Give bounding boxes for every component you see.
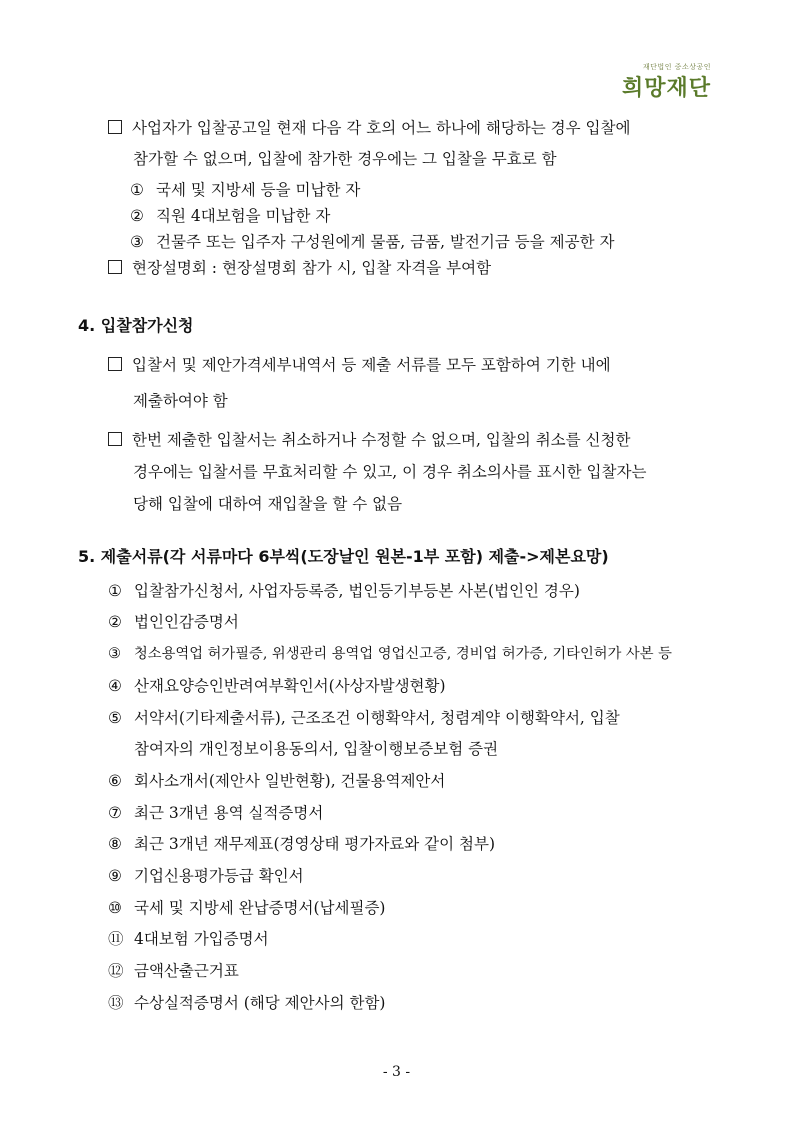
bullet-continuation: 제출하여야 함 — [133, 392, 228, 410]
document-item: ⑦ 최근 3개년 용역 실적증명서 — [108, 804, 324, 822]
logo-subtitle: 재단법인 중소상공인 — [642, 63, 711, 71]
bullet-site-briefing — [108, 257, 491, 279]
sub-item: ② 직원 4대보험을 미납한 자 — [130, 207, 331, 225]
sub-item: ① 국세 및 지방세 등을 미납한 자 — [130, 181, 361, 199]
document-item: ③ 청소용역업 허가필증, 위생관리 용역업 영업신고증, 경비업 허가증, 기타인허가 사본 등 — [108, 646, 672, 662]
checkbox-icon — [108, 432, 122, 446]
logo-title: 희망재단 — [621, 76, 711, 101]
checkbox-icon — [108, 120, 122, 134]
bullet-text: 현장설명회 : 현장설명회 참가 시, 입찰 자격을 부여함 — [132, 259, 492, 277]
bullet-text: 입찰서 및 제안가격세부내역서 등 제출 서류를 모두 포함하여 기한 내에 — [132, 356, 611, 374]
bullet-continuation: 참가할 수 없으며, 입찰에 참가한 경우에는 그 입찰을 무효로 함 — [133, 150, 557, 168]
document-item: ⑧ 최근 3개년 재무제표(경영상태 평가자료와 같이 첨부) — [108, 835, 496, 853]
document-item: ⑤ 서약서(기타제출서류), 근조조건 이행확약서, 청렴계약 이행확약서, 입찰 — [108, 709, 620, 727]
section-heading: 4. 입찰참가신청 — [78, 316, 194, 335]
sub-item: ③ 건물주 또는 입주자 구성원에게 물품, 금품, 발전기금 등을 제공한 자 — [130, 233, 615, 251]
document-item: ⑥ 회사소개서(제안사 일반현황), 건물용역제안서 — [108, 772, 446, 790]
document-item: ⑪ 4대보험 가입증명서 — [108, 930, 269, 948]
bullet-disqualification — [108, 117, 630, 139]
document-item: ⑫ 금액산출근거표 — [108, 962, 239, 980]
checkbox-icon — [108, 357, 122, 371]
foundation-logo — [622, 62, 711, 102]
bullet-continuation: 경우에는 입찰서를 무효처리할 수 있고, 이 경우 취소의사를 표시한 입찰자는 — [133, 463, 647, 481]
bullet-text: 한번 제출한 입찰서는 취소하거나 수정할 수 없으며, 입찰의 취소를 신청한 — [132, 431, 631, 449]
bullet-text: 사업자가 입찰공고일 현재 다음 각 호의 어느 하나에 해당하는 경우 입찰에 — [132, 119, 631, 137]
page-number: - 3 - — [382, 1064, 411, 1080]
bullet-continuation: 당해 입찰에 대하여 재입찰을 할 수 없음 — [133, 495, 403, 513]
document-item: ⑩ 국세 및 지방세 완납증명서(납세필증) — [108, 899, 386, 917]
document-item: ① 입찰참가신청서, 사업자등록증, 법인등기부등본 사본(법인인 경우) — [108, 582, 580, 600]
document-item: ④ 산재요양승인반려여부확인서(사상자발생현황) — [108, 677, 446, 695]
section-heading: 5. 제출서류(각 서류마다 6부씩(도장날인 원본-1부 포함) 제출->제본요망) — [78, 547, 609, 566]
checkbox-icon — [108, 260, 122, 274]
bullet-cancellation — [108, 429, 630, 451]
bullet-submission — [108, 354, 611, 376]
document-item: ⑬ 수상실적증명서 (해당 제안사의 한함) — [108, 994, 386, 1012]
document-item: ② 법인인감증명서 — [108, 613, 239, 631]
document-item: ⑨ 기업신용평가등급 확인서 — [108, 867, 304, 885]
document-item-continuation: 참여자의 개인정보이용동의서, 입찰이행보증보험 증권 — [134, 740, 499, 758]
